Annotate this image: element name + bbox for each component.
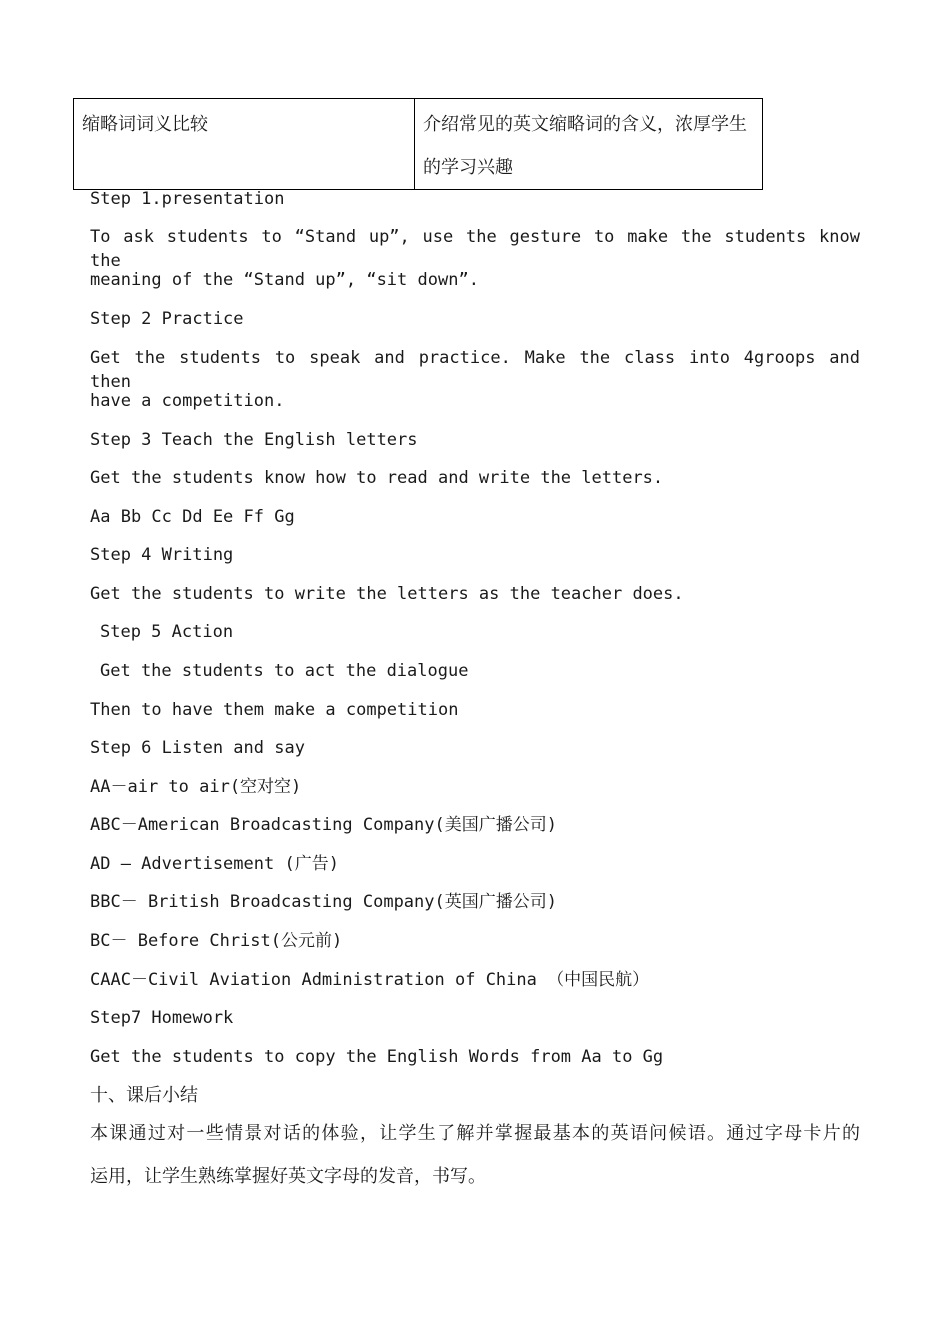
summary-title: 十、课后小结 [90, 1085, 198, 1106]
letters-line: Aa Bb Cc Dd Ee Ff Gg [90, 507, 295, 527]
step4-title: Step 4 Writing [90, 545, 234, 565]
table-cell-topic: 缩略词词义比较 [74, 99, 415, 190]
abbr-item: AA－air to air(空对空) [90, 777, 302, 797]
table-cell-purpose: 介绍常见的英文缩略词的含义，浓厚学生的学习兴趣 [415, 99, 763, 190]
step2-title: Step 2 Practice [90, 309, 244, 329]
step2-text-line1: Get the students to speak and practice. Make the class into 4groops and then [90, 348, 860, 392]
abbr-item: BC－ Before Christ(公元前) [90, 931, 343, 951]
step6-title: Step 6 Listen and say [90, 738, 305, 758]
step7-title: Step7 Homework [90, 1008, 234, 1028]
step3-text: Get the students know how to read and write the letters. [90, 468, 664, 488]
abbr-item: CAAC－Civil Aviation Administration of China （中国民航） [90, 970, 650, 990]
abbr-item: BBC－ British Broadcasting Company(英国广播公司) [90, 892, 557, 912]
step5-text: Get the students to act the dialogue [100, 661, 469, 681]
abbr-item: ABC－American Broadcasting Company(美国广播公司) [90, 815, 557, 835]
step1-text-line2: meaning of the “Stand up”, “sit down”. [90, 270, 479, 290]
step5-title: Step 5 Action [100, 622, 234, 642]
step1-title: Step 1.presentation [90, 189, 285, 209]
step5-text2: Then to have them make a competition [90, 700, 459, 720]
content-table [73, 98, 763, 190]
step4-text: Get the students to write the letters as the teacher does. [90, 584, 684, 604]
summary-line2: 运用，让学生熟练掌握好英文字母的发音，书写。 [90, 1166, 486, 1187]
step1-text-line1: To ask students to “Stand up”, use the gesture to make the students know the [90, 227, 860, 271]
table-row [74, 99, 763, 190]
step2-text-line2: have a competition. [90, 391, 285, 411]
summary-line1: 本课通过对一些情景对话的体验，让学生了解并掌握最基本的英语问候语。通过字母卡片的 [90, 1123, 860, 1144]
abbr-item: AD — Advertisement (广告) [90, 854, 339, 874]
step7-text: Get the students to copy the English Words from Aa to Gg [90, 1047, 664, 1067]
step3-title: Step 3 Teach the English letters [90, 430, 418, 450]
